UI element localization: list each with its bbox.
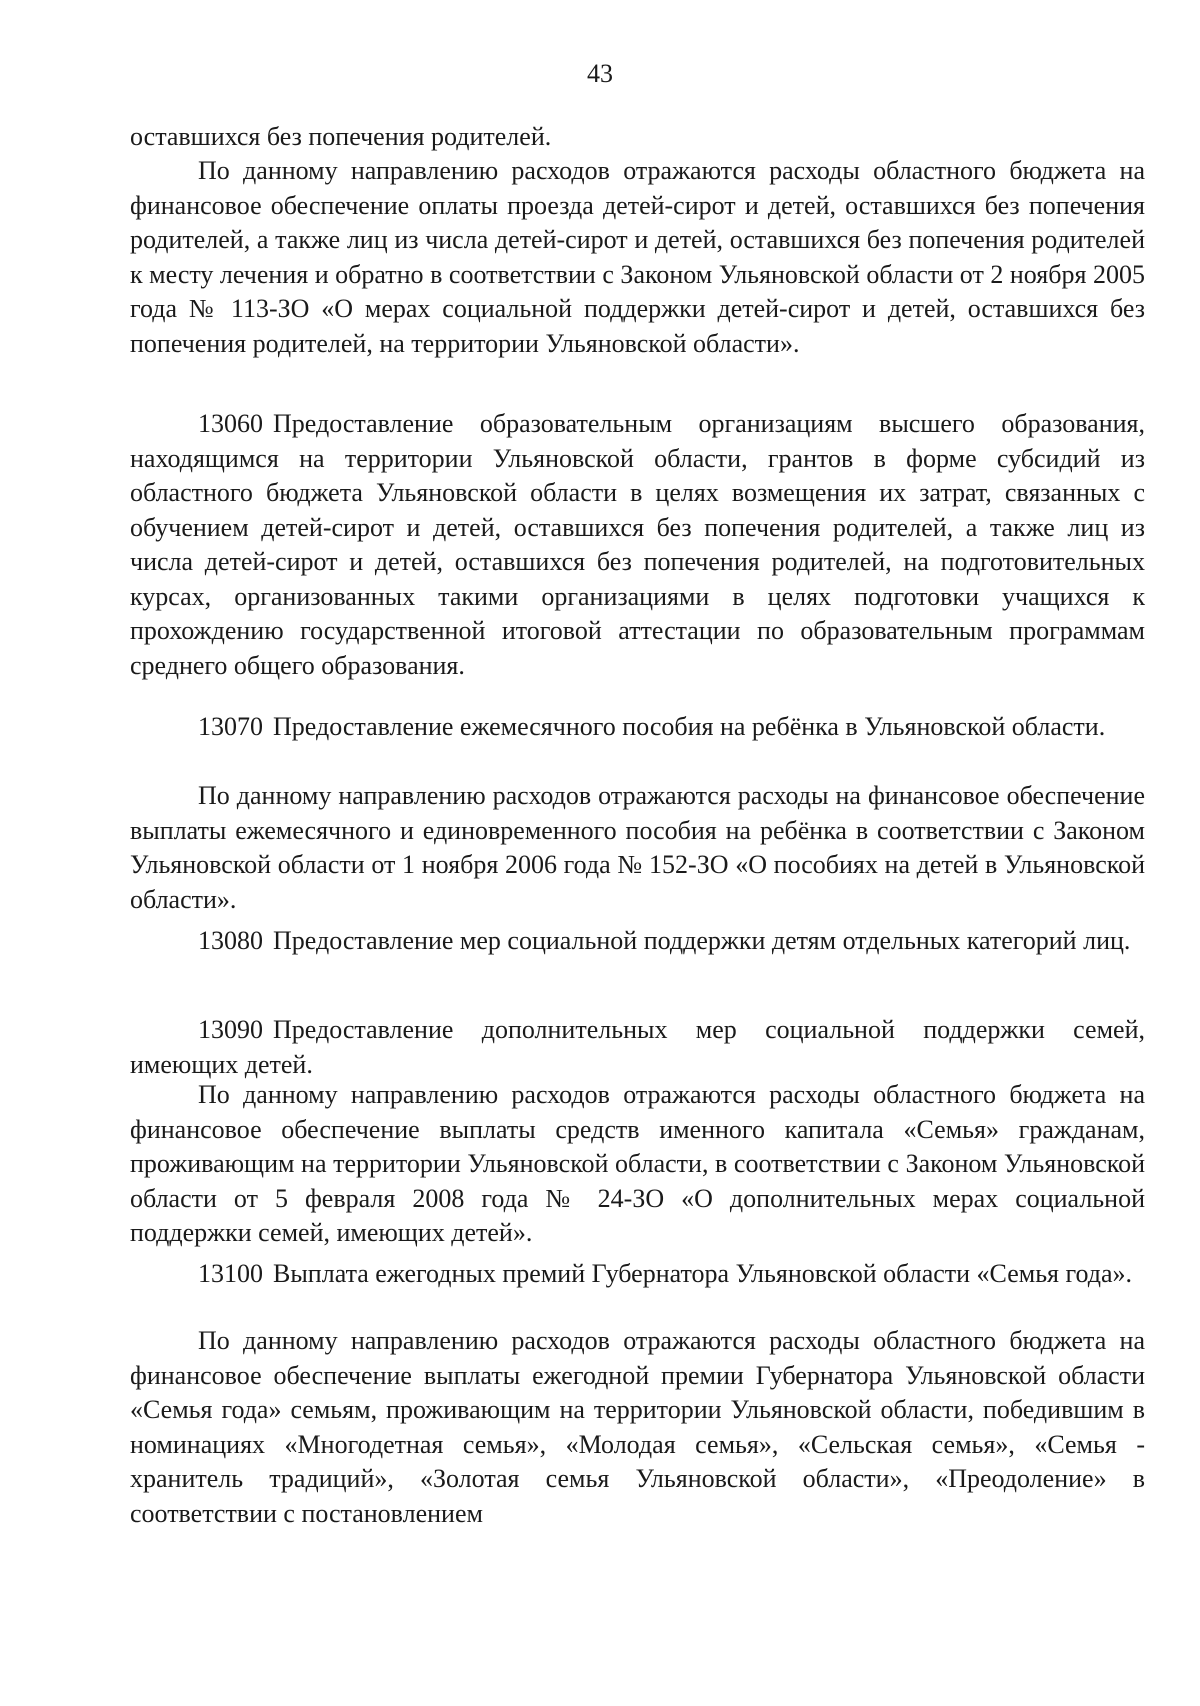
section-title: Предоставление мер социальной поддержки детям отдельных категорий лиц.	[273, 926, 1131, 955]
section-code: 13100	[198, 1259, 263, 1288]
paragraph-description-13100	[130, 1324, 1145, 1531]
section-13060	[130, 407, 1145, 683]
paragraph-description-13070	[130, 779, 1145, 917]
page-number: 43	[587, 59, 613, 88]
paragraph-text: По данному направлению расходов отражаются расходы областного бюджета на финансовое обеспечение выплаты ежегодной премии Губернатора Ульяновской области «Семья года» семьям, проживающим на территории Ульяновской области, победившим в номинациях «Многодетная семья», «Молодая семья», «Сельская семья», «Семья - хранитель традиций», «Золотая семья Ульяновской области», «Преодоление» в соответствии с постановлением	[130, 1326, 1145, 1528]
paragraph-text: По данному направлению расходов отражаются расходы на финансовое обеспечение выплаты ежемесячного и единовременного пособия на ребёнка в соответствии с Законом Ульяновской области от 1 ноября 2006 года № 152-ЗО «О пособиях на детей в Ульяновской области».	[130, 781, 1145, 914]
section-13090	[130, 1013, 1145, 1082]
section-code: 13080	[198, 926, 263, 955]
section-title: Предоставление дополнительных мер социальной поддержки семей, имеющих детей.	[130, 1015, 1145, 1079]
paragraph-text: По данному направлению расходов отражаются расходы областного бюджета на финансовое обеспечение выплаты средств именного капитала «Семья» гражданам, проживающим на территории Ульяновской области, в соответствии с Законом Ульяновской области от 5 февраля 2008 года № 24-ЗО «О дополнительных мерах социальной поддержки семей, имеющих детей».	[130, 1080, 1145, 1247]
section-13080	[130, 924, 1145, 959]
section-title: Выплата ежегодных премий Губернатора Ульяновской области «Семья года».	[273, 1259, 1133, 1288]
section-title: Предоставление ежемесячного пособия на ребёнка в Ульяновской области.	[273, 712, 1106, 741]
paragraph-description-13090	[130, 1078, 1145, 1251]
section-13070	[130, 710, 1145, 745]
section-code: 13060	[198, 409, 263, 438]
section-code: 13090	[198, 1015, 263, 1044]
section-13100	[130, 1257, 1145, 1292]
section-title: Предоставление образовательным организациям высшего образования, находящимся на территории Ульяновской области, грантов в форме субсидий из областного бюджета Ульяновской области в целях возмещения их затрат, связанных с обучением детей-сирот и детей, оставшихся без попечения родителей, а также лиц из числа детей-сирот и детей, оставшихся без попечения родителей, на подготовительных курсах, организованных такими организациями в целях подготовки учащихся к прохождению государственной итоговой аттестации по образовательным программам среднего общего образования.	[130, 409, 1145, 680]
paragraph-text: По данному направлению расходов отражаются расходы областного бюджета на финансовое обеспечение оплаты проезда детей-сирот и детей, оставшихся без попечения родителей, а также лиц из числа детей-сирот и детей, оставшихся без попечения родителей к месту лечения и обратно в соответствии с Законом Ульяновской области от 2 ноября 2005 года № 113-ЗО «О мерах социальной поддержки детей-сирот и детей, оставшихся без попечения родителей, на территории Ульяновской области».	[130, 156, 1145, 358]
section-code: 13070	[198, 712, 263, 741]
paragraph-continuation	[130, 120, 1145, 155]
paragraph-description-13050	[130, 154, 1145, 361]
paragraph-text: оставшихся без попечения родителей.	[130, 122, 552, 151]
